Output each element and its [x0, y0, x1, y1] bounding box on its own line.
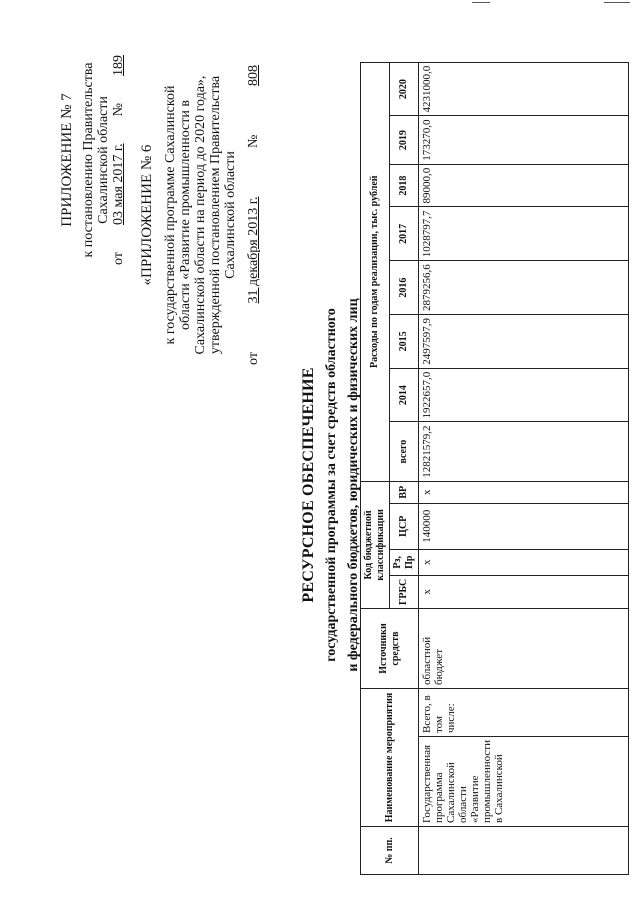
row-value: 2879256,6 [419, 261, 629, 315]
number-label: № [246, 134, 261, 148]
previous-text: к государственной программе Сахалинской области «Развитие промышленности в Сахалинской области на период до 2020 года», утвержденной постановлением Правительства Сахалинской области [163, 75, 238, 355]
row-value: 1028797,7 [419, 207, 629, 261]
row-value: 173270,0 [419, 116, 629, 164]
row-no [419, 827, 629, 875]
order-number: 189 [111, 55, 126, 77]
heading-title: РЕСУРСНОЕ ОБЕСПЕЧЕНИЕ [300, 367, 317, 603]
header-year: 2017 [390, 207, 419, 261]
header-code: Рз, Пр [390, 549, 419, 575]
row-code: x [419, 549, 629, 575]
header-code: ЦСР [390, 503, 419, 549]
header-year: 2020 [390, 62, 419, 116]
row-code: x [419, 481, 629, 503]
table-row [419, 62, 629, 874]
order-date: 03 мая 2017 г. [111, 143, 126, 226]
appendix-order-line [111, 55, 126, 265]
heading-line: и федерального бюджетов, юридических и физических лиц [346, 298, 361, 672]
header-source: Источники средств [361, 609, 419, 689]
row-value: 12821579,2 [419, 422, 629, 481]
previous-order-line [246, 65, 261, 365]
header-year: 2019 [390, 116, 419, 164]
header-no: № пп. [361, 827, 419, 875]
row-name: Государственная программа Сахалинской области «Развитие промышленности в Сахалинской [419, 737, 629, 827]
header-year: 2016 [390, 261, 419, 315]
header-name: Наименование мероприятия [361, 689, 419, 827]
from-label: от [111, 252, 126, 265]
header-code: ГРБС [390, 575, 419, 608]
row-source: областной бюджет [419, 609, 629, 689]
previous-title: «ПРИЛОЖЕНИЕ № 6 [139, 144, 155, 286]
order-number: 808 [246, 65, 261, 86]
row-subtitle: Всего, в том числе: [419, 689, 629, 737]
row-value: 2497597,9 [419, 315, 629, 369]
header-year: 2018 [390, 164, 419, 207]
order-date: 31 декабря 2013 г. [246, 196, 261, 304]
header-year: 2014 [390, 368, 419, 422]
appendix-block [60, 55, 126, 265]
previous-appendix-block [140, 65, 261, 365]
header-code: ВР [390, 481, 419, 503]
appendix-line: Сахалинской области [96, 96, 111, 224]
header-expenses-group: Расходы по годам реализации, тыс. рублей [361, 62, 390, 481]
row-value: 1922657,0 [419, 368, 629, 422]
appendix-line: к постановлению Правительства [81, 62, 96, 258]
from-label: от [246, 352, 261, 365]
row-code: x [419, 575, 629, 608]
heading-line: государственной программы за счет средств областного [324, 308, 339, 662]
number-label: № [111, 103, 126, 117]
resource-table [360, 62, 629, 875]
document-heading [300, 215, 362, 755]
header-year: всего [390, 422, 419, 481]
row-value: 89000,0 [419, 164, 629, 207]
header-code-group: Код бюджетной классификации [361, 481, 390, 608]
header-year: 2015 [390, 315, 419, 369]
appendix-title: ПРИЛОЖЕНИЕ № 7 [59, 93, 75, 227]
row-code: 140000 [419, 503, 629, 549]
row-value: 4231000,0 [419, 62, 629, 116]
table-header-row [361, 62, 390, 874]
